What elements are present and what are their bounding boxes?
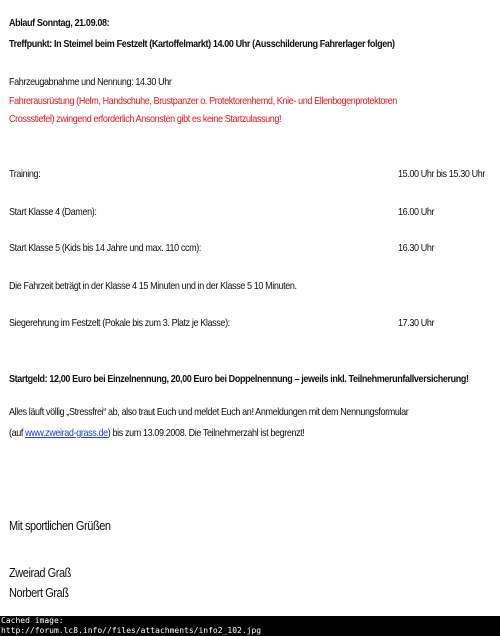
meeting-point: Treffpunkt: In Steimel beim Festzelt (Kartoffelmarkt) 14.00 Uhr (Ausschilderung Fahrerlager folgen) xyxy=(9,38,395,50)
award-label: Siegerehrung im Festzelt (Pokale bis zum 3. Platz je Klasse): xyxy=(9,317,230,329)
class5-label: Start Klasse 5 (Kids bis 14 Jahre und max. 110 ccm): xyxy=(9,242,202,254)
company-name: Zweirad Graß xyxy=(9,566,71,580)
entry-fee: Startgeld: 12,00 Euro bei Einzelnennung, 20,00 Euro bei Doppelnennung – jeweils inkl. Teilnehmerunfallversicherung! xyxy=(9,373,469,385)
class5-time: 16.30 Uhr xyxy=(398,242,435,254)
cache-status-bar xyxy=(0,616,500,636)
training-time: 15.00 Uhr bis 15.30 Uhr xyxy=(398,168,485,180)
signer-name: Norbert Graß xyxy=(9,586,69,600)
cache-url[interactable]: http://forum.lc8.info//files/attachments/info2_102.jpg xyxy=(1,625,262,635)
duration-note: Die Fahrzeit beträgt in der Klasse 4 15 Minuten und in der Klasse 5 10 Minuten. xyxy=(9,280,297,292)
class4-label: Start Klasse 4 (Damen): xyxy=(9,206,97,218)
registration-line: Fahrzeugabnahme und Nennung: 14.30 Uhr xyxy=(9,76,172,88)
cache-label: Cached image: xyxy=(1,616,64,625)
closing-greeting: Mit sportlichen Grüßen xyxy=(9,519,111,533)
class4-time: 16.00 Uhr xyxy=(398,206,435,218)
schedule-title: Ablauf Sonntag, 21.09.08: xyxy=(9,17,110,29)
training-label: Training: xyxy=(9,168,41,180)
notice-line1: Alles läuft völlig „Stressfrei“ ab, also traut Euch und meldet Euch an! Anmeldungen mit dem Nennungsformular xyxy=(9,406,409,418)
notice-line2 xyxy=(9,427,305,440)
award-time: 17.30 Uhr xyxy=(398,317,435,329)
gear-requirement-line1: Fahrerausrüstung (Helm, Handschuhe, Brustpanzer o. Protektorenhemd, Knie- und Ellenbogenprotektoren xyxy=(9,95,397,107)
website-link[interactable]: www.zweirad-grass.de xyxy=(25,427,108,439)
notice-suffix: ) bis zum 13.09.2008. Die Teilnehmerzahl ist begrenzt! xyxy=(107,427,305,439)
gear-requirement-line2: Crossstiefel) zwingend erforderlich Ansonsten gibt es keine Startzulassung! xyxy=(9,113,282,125)
notice-prefix: (auf xyxy=(9,427,26,439)
